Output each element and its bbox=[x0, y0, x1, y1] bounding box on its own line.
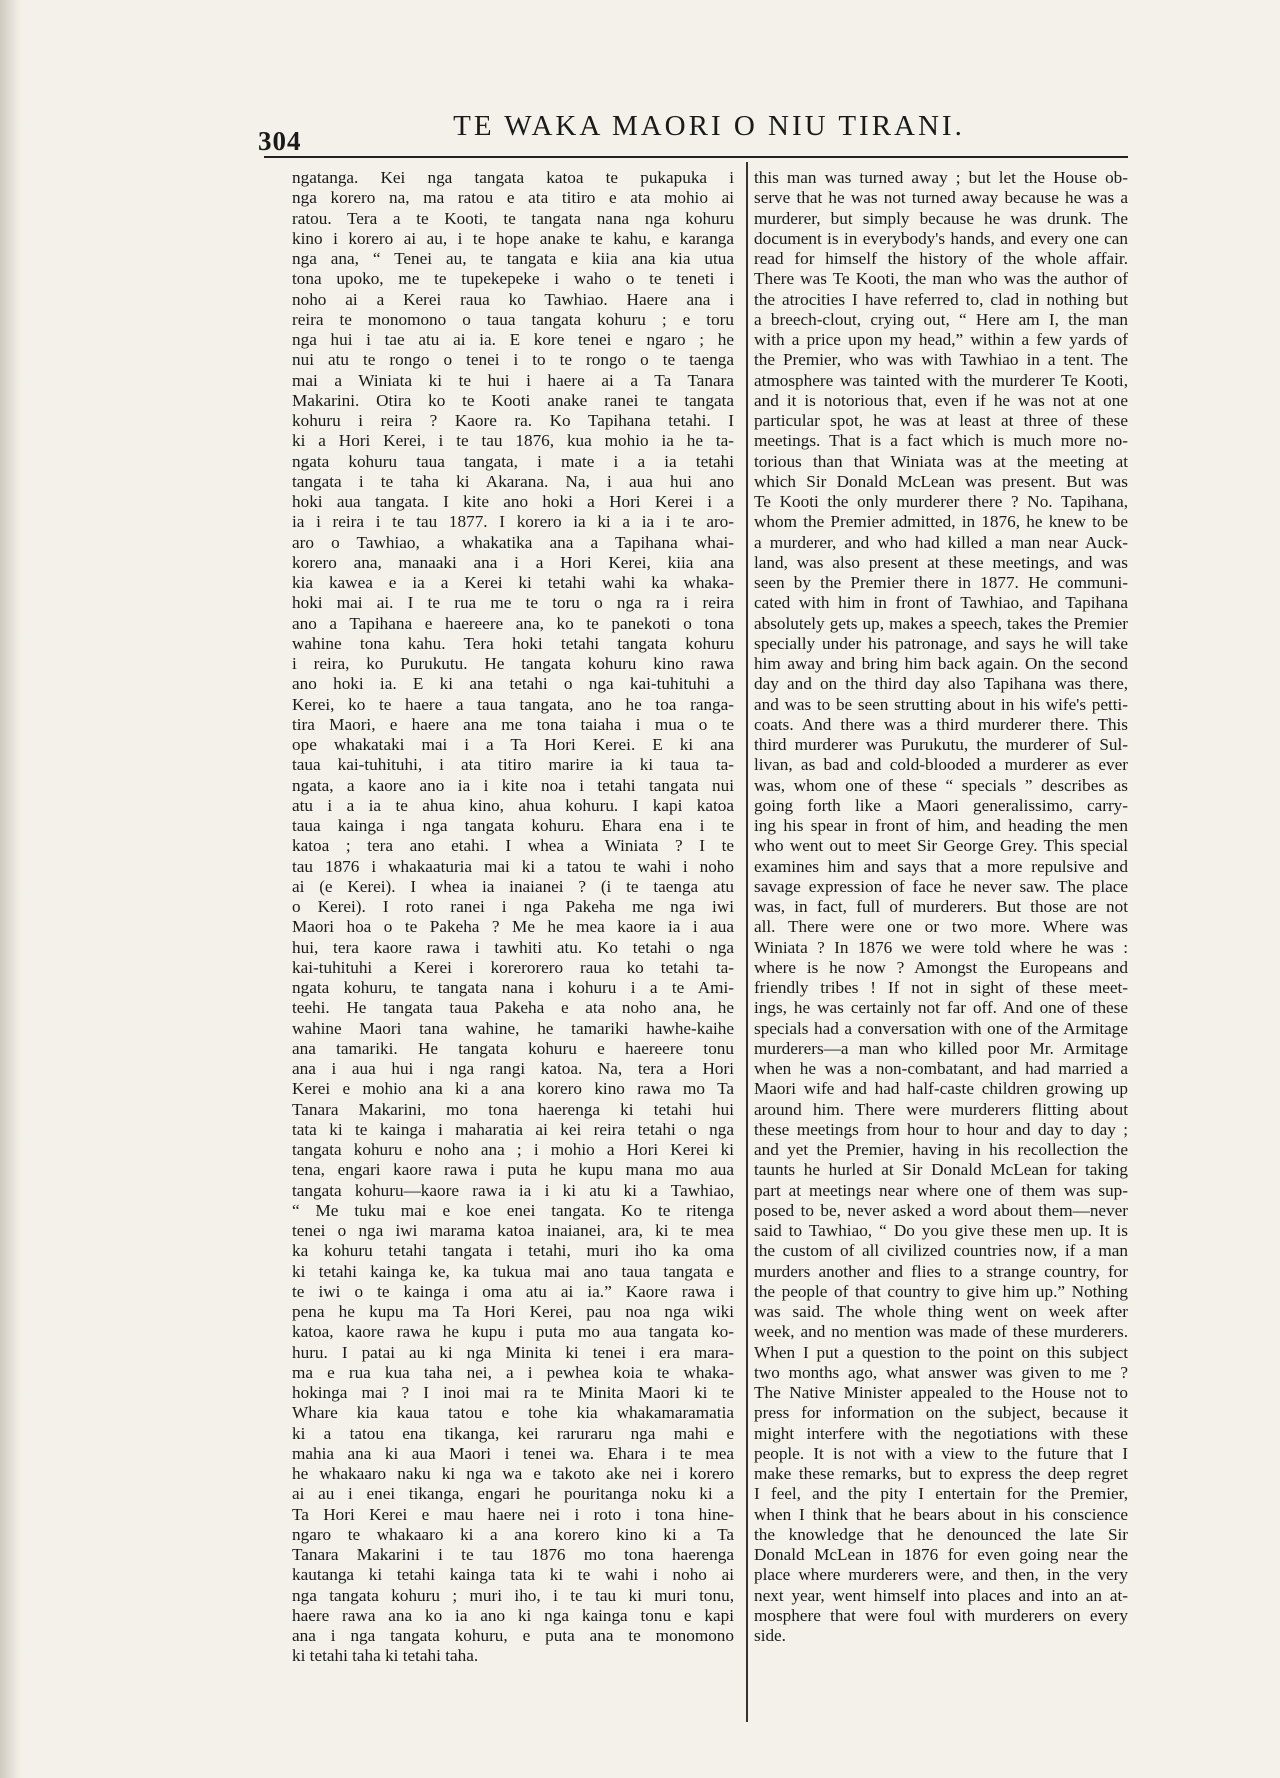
text-line: kautanga ki tetahi kainga tata ki te wahi i noho ai bbox=[292, 1565, 734, 1585]
text-line: ngatanga. Kei nga tangata katoa te pukapuka i bbox=[292, 168, 734, 187]
text-line: the Premier, who was with Tawhiao in a tent. The bbox=[754, 350, 1128, 370]
text-line: mahia ana ki aua Maori i tenei wa. Ehara i te mea bbox=[292, 1443, 734, 1463]
text-line: this man was turned away ; but let the House ob- bbox=[754, 168, 1128, 187]
text-line: nga hui i tae atu ai ia. E kore tenei e ngaro ; he bbox=[292, 330, 734, 349]
text-line: tau 1876 i whakaaturia mai ki a tatou te wahi i noho bbox=[292, 856, 734, 876]
text-line: ana tamariki. He tangata kohuru e haereere tonu bbox=[292, 1038, 734, 1058]
text-line: with a price upon my head,” within a few yards of bbox=[754, 330, 1128, 349]
text-line: Tanara Makarini, mo tona haerenga ki tetahi hui bbox=[292, 1099, 734, 1119]
text-line: press for information on the subject, because it bbox=[754, 1403, 1128, 1423]
text-line: seen by the Premier there in 1877. He communi- bbox=[754, 573, 1128, 592]
text-line: tangata kohuru e noho ana ; i mohio a Hori Kerei ki bbox=[292, 1140, 734, 1159]
text-line: There was Te Kooti, the man who was the author of bbox=[754, 269, 1128, 289]
text-line: noho ai a Kerei raua ko Tawhiao. Haere ana i bbox=[292, 289, 734, 309]
text-line: when he was a non-combatant, and had married a bbox=[754, 1059, 1128, 1078]
text-line: tata ki te kainga i maharatia ai kei reira tetahi o nga bbox=[292, 1119, 734, 1139]
text-line: katoa, kaore rawa he kupu i puta mo aua tangata ko- bbox=[292, 1322, 734, 1342]
text-line: he whakaaro naku ki nga wa e takoto ake nei i korero bbox=[292, 1464, 734, 1483]
text-line: part at meetings near where one of them was sup- bbox=[754, 1180, 1128, 1200]
text-line: o Kerei). I roto ranei i nga Pakeha me nga iwi bbox=[292, 897, 734, 916]
text-line: Tanara Makarini i te tau 1876 mo tona haerenga bbox=[292, 1545, 734, 1564]
text-line: whom the Premier admitted, in 1876, he knew to be bbox=[754, 512, 1128, 532]
text-line: land, was also present at these meetings, and was bbox=[754, 552, 1128, 572]
text-line: Kerei, ko te haere a taua tangata, ano he toa ranga- bbox=[292, 694, 734, 714]
text-line: these meetings from hour to hour and day to day ; bbox=[754, 1119, 1128, 1139]
text-line: katoa ; tera ano etahi. I whea a Winiata ? I te bbox=[292, 836, 734, 856]
text-line: nga korero na, ma ratou e ata titiro e ata mohio ai bbox=[292, 188, 734, 208]
text-line: kai-tuhituhi a Kerei i korerorero raua ko tetahi ta- bbox=[292, 957, 734, 977]
text-line: Maori hoa o te Pakeha ? Me he mea kaore ia i aua bbox=[292, 917, 734, 937]
text-line: torious than that Winiata was at the meeting at bbox=[754, 451, 1128, 471]
text-line: ngata, a kaore ano ia i kite noa i tetahi tangata nui bbox=[292, 775, 734, 795]
text-line: might interfere with the negotiations with these bbox=[754, 1423, 1128, 1443]
text-line: tenei o nga iwi marama katoa inaianei, ara, ki te mea bbox=[292, 1221, 734, 1240]
text-line: ing his spear in front of him, and heading the men bbox=[754, 816, 1128, 835]
text-line: specially under his patronage, and says he will take bbox=[754, 633, 1128, 653]
header-rule bbox=[264, 156, 1128, 158]
text-line: ope whakataki mai i a Ta Hori Kerei. E ki ana bbox=[292, 735, 734, 754]
text-line: specials had a conversation with one of the Armitage bbox=[754, 1018, 1128, 1038]
text-line: wahine tona kahu. Tera hoki tetahi tangata kohuru bbox=[292, 633, 734, 653]
column-divider bbox=[746, 162, 748, 1722]
text-line: hokinga mai ? I inoi mai ra te Minita Maori ki te bbox=[292, 1383, 734, 1402]
text-line: meetings. That is a fact which is much more no- bbox=[754, 431, 1128, 451]
text-line: a murderer, and who had killed a man near Auck- bbox=[754, 532, 1128, 552]
text-line: ki tetahi taha ki tetahi taha. bbox=[292, 1646, 479, 1666]
text-line: nga tangata kohuru ; muri iho, i te tau ki muri tonu, bbox=[292, 1585, 734, 1605]
text-line: Whare kia kaua tatou e tohe kia whakamaramatia bbox=[292, 1403, 734, 1423]
text-line: ki tetahi kainga ke, ka tukua mai ano taua tangata e bbox=[292, 1261, 734, 1281]
text-line: ngaro te whakaaro ki a ana korero kino ki a Ta bbox=[292, 1524, 734, 1544]
text-line: Te Kooti the only murderer there ? No. Tapihana, bbox=[754, 492, 1128, 511]
text-line: particular spot, he was at least at three of these bbox=[754, 411, 1128, 430]
text-line: around him. There were murderers flitting about bbox=[754, 1099, 1128, 1119]
text-line: mai a Winiata ki te hui i haere ai a Ta Tanara bbox=[292, 370, 734, 390]
text-line: Ta Hori Kerei e mau haere nei i roto i tona hine- bbox=[292, 1504, 734, 1524]
text-line: hoki aua tangata. I kite ano hoki a Hori Kerei i a bbox=[292, 492, 734, 511]
text-line: going forth like a Maori generalissimo, carry- bbox=[754, 795, 1128, 815]
text-line: which Sir Donald McLean was present. But was bbox=[754, 471, 1128, 491]
text-line: make these remarks, but to express the deep regret bbox=[754, 1464, 1128, 1483]
text-line: huru. I patai au ki nga Minita ki tenei i era mara- bbox=[292, 1342, 734, 1362]
text-line: examines him and says that a more repulsive and bbox=[754, 856, 1128, 876]
text-line: ano hoki ia. E ki ana tetahi o nga kai-tuhituhi a bbox=[292, 674, 734, 694]
text-line: The Native Minister appealed to the House not to bbox=[754, 1383, 1128, 1402]
text-line: mosphere that were foul with murderers on every bbox=[754, 1605, 1128, 1625]
text-line: ai (e Kerei). I whea ia inaianei ? (i te taenga atu bbox=[292, 876, 734, 896]
text-line: atmosphere was tainted with the murderer Te Kooti, bbox=[754, 370, 1128, 390]
text-line: ano a Tapihana e haereere ana, ko te panekoti o tona bbox=[292, 613, 734, 633]
text-line: tangata i te taha ki Akarana. Na, i aua hui ano bbox=[292, 471, 734, 491]
text-line: ka kohuru tetahi tangata i tetahi, muri iho ka oma bbox=[292, 1241, 734, 1261]
text-line: read for himself the history of the whole affair. bbox=[754, 249, 1128, 268]
text-line: Winiata ? In 1876 we were told where he was : bbox=[754, 937, 1128, 957]
text-line: taua kai-tuhituhi, i ata titiro marire ia ki taua ta- bbox=[292, 755, 734, 775]
text-line: kino i korero ai au, i te hope anake te kahu, e karanga bbox=[292, 228, 734, 248]
text-line: aro o Tawhiao, a whakatika ana a Tapihana whai- bbox=[292, 532, 734, 552]
text-line: when I think that he bears about in his conscience bbox=[754, 1504, 1128, 1524]
text-line: him away and bring him back again. On the second bbox=[754, 654, 1128, 673]
text-line: coats. And there was a third murderer there. This bbox=[754, 714, 1128, 734]
text-line: atu i a ia te ahua kino, ahua kohuru. I kapi katoa bbox=[292, 795, 734, 815]
text-line: haere rawa ana ko ia ano ki nga kainga tonu e kapi bbox=[292, 1605, 734, 1625]
text-line: and it is notorious that, even if he was not at one bbox=[754, 390, 1128, 410]
text-line: taunts he hurled at Sir Donald McLean for taking bbox=[754, 1160, 1128, 1180]
text-line: murderers—a man who killed poor Mr. Armitage bbox=[754, 1038, 1128, 1058]
text-line: When I put a question to the point on this subject bbox=[754, 1342, 1128, 1362]
text-line: taua kainga i nga tangata kohuru. Ehara ena i te bbox=[292, 816, 734, 835]
text-line: side. bbox=[754, 1626, 786, 1645]
text-line: ings, he was certainly not far off. And one of these bbox=[754, 998, 1128, 1018]
text-line: was, whom one of these “ specials ” describes as bbox=[754, 775, 1128, 795]
text-line: was, in fact, full of murderers. But those are not bbox=[754, 897, 1128, 916]
text-line: ma e rua kua taha nei, a i pewhea koia te whaka- bbox=[292, 1362, 734, 1382]
text-line: who went out to meet Sir George Grey. This special bbox=[754, 836, 1128, 856]
text-line: ki a Hori Kerei, i te tau 1876, kua mohio ia he ta- bbox=[292, 431, 734, 451]
text-line: next year, went himself into places and into an at- bbox=[754, 1585, 1128, 1605]
text-line: i reira, ko Purukutu. He tangata kohuru kino rawa bbox=[292, 654, 734, 673]
text-line: I feel, and the pity I entertain for the Premier, bbox=[754, 1484, 1128, 1504]
text-line: ngata kohuru, te tangata nana i kohuru i a te Ami- bbox=[292, 978, 734, 997]
text-line: livan, as bad and cold-blooded a murderer as ever bbox=[754, 755, 1128, 775]
text-line: the atrocities I have referred to, clad in nothing but bbox=[754, 289, 1128, 309]
text-line: Kerei e mohio ana ki a ana korero kino rawa mo Ta bbox=[292, 1079, 734, 1099]
text-line: ai au i enei tikanga, engari he pouritanga noku ki a bbox=[292, 1484, 734, 1504]
text-line: tona upoko, me te tupekepeke i waho o te teneti i bbox=[292, 269, 734, 289]
page-number: 304 bbox=[258, 126, 302, 156]
text-line: Donald McLean in 1876 for even going near the bbox=[754, 1545, 1128, 1564]
text-line: and was to be seen strutting about in his wife's petti- bbox=[754, 694, 1128, 714]
text-line: absolutely gets up, makes a speech, takes the Premier bbox=[754, 613, 1128, 633]
text-line: and yet the Premier, having in his recollection the bbox=[754, 1140, 1128, 1159]
text-line: ia i reira i te tau 1877. I korero ia ki a ia i te aro- bbox=[292, 512, 734, 532]
text-line: teehi. He tangata taua Pakeha e ata noho ana, he bbox=[292, 998, 734, 1018]
text-line: third murderer was Purukutu, the murderer of Sul- bbox=[754, 735, 1128, 754]
right-column-english-text bbox=[754, 168, 1128, 1646]
text-line: cated with him in front of Tawhiao, and Tapihana bbox=[754, 593, 1128, 613]
text-line: hui, tera kaore rawa i tawhiti atu. Ko tetahi o nga bbox=[292, 937, 734, 957]
text-line: ratou. Tera a te Kooti, te tangata nana nga kohuru bbox=[292, 208, 734, 228]
left-column-maori-text bbox=[292, 168, 734, 1667]
text-line: murderer, but simply because he was drunk. The bbox=[754, 208, 1128, 228]
text-line: kohuru i reira ? Kaore ra. Ko Tapihana tetahi. I bbox=[292, 411, 734, 430]
text-line: the knowledge that he denounced the late Sir bbox=[754, 1524, 1128, 1544]
text-line: posed to be, never asked a word about them—never bbox=[754, 1200, 1128, 1220]
text-line: te iwi o te kainga i oma atu ai ia.” Kaore rawa i bbox=[292, 1281, 734, 1301]
text-line: the people of that country to give him up.” Nothing bbox=[754, 1281, 1128, 1301]
text-line: the custom of all civilized countries now, if a man bbox=[754, 1241, 1128, 1261]
text-line: ana i nga tangata kohuru, e puta ana te monomono bbox=[292, 1626, 734, 1645]
text-line: place where murderers were, and then, in the very bbox=[754, 1565, 1128, 1585]
text-line: document is in everybody's hands, and every one can bbox=[754, 228, 1128, 248]
text-line: pena he kupu ma Ta Hori Kerei, pau noa nga wiki bbox=[292, 1302, 734, 1321]
text-line: tira Maori, e haere ana me tona taiaha i mua o te bbox=[292, 714, 734, 734]
text-line: where is he now ? Amongst the Europeans and bbox=[754, 957, 1128, 977]
text-line: ngata kohuru taua tangata, i mate i a ia tetahi bbox=[292, 451, 734, 471]
text-line: tena, engari kaore rawa i puta he kupu mana mo aua bbox=[292, 1160, 734, 1180]
text-line: nui atu te rongo o tenei i to te rongo o te taenga bbox=[292, 350, 734, 370]
text-line: tangata kohuru—kaore rawa ia i ki atu ki a Tawhiao, bbox=[292, 1180, 734, 1200]
text-line: reira te monomono o taua tangata kohuru ; e toru bbox=[292, 309, 734, 329]
text-line: ki a tatou ena tikanga, kei raruraru nga mahi e bbox=[292, 1423, 734, 1443]
text-line: Makarini. Otira ko te Kooti anake ranei te tangata bbox=[292, 390, 734, 410]
text-line: all. There were one or two more. Where was bbox=[754, 917, 1128, 937]
text-line: week, and no mention was made of these murderers. bbox=[754, 1322, 1128, 1342]
text-line: serve that he was not turned away because he was a bbox=[754, 188, 1128, 208]
text-line: kia kawea e ia a Kerei ki tetahi wahi ka whaka- bbox=[292, 573, 734, 592]
text-line: hoki mai ai. I te rua me te toru o nga ra i reira bbox=[292, 593, 734, 613]
text-line: was said. The whole thing went on week after bbox=[754, 1302, 1128, 1321]
text-line: “ Me tuku mai e koe enei tangata. Ko te ritenga bbox=[292, 1200, 734, 1220]
text-line: day and on the third day also Tapihana was there, bbox=[754, 674, 1128, 694]
binding-edge bbox=[0, 0, 22, 1778]
text-line: two months ago, what answer was given to me ? bbox=[754, 1362, 1128, 1382]
text-line: friendly tribes ! If not in sight of these meet- bbox=[754, 978, 1128, 997]
text-line: korero ana, manaaki ana i a Hori Kerei, kiia ana bbox=[292, 552, 734, 572]
text-line: murders another and flies to a strange country, for bbox=[754, 1261, 1128, 1281]
text-line: ana i aua hui i nga rangi katoa. Na, tera a Hori bbox=[292, 1059, 734, 1078]
text-line: nga ana, “ Tenei au, te tangata e kiia ana kia utua bbox=[292, 249, 734, 268]
text-line: Maori wife and had half-caste children growing up bbox=[754, 1079, 1128, 1099]
page-header bbox=[254, 106, 1124, 154]
text-line: wahine Maori tana wahine, he tamariki hawhe-kaihe bbox=[292, 1018, 734, 1038]
text-line: savage expression of face he never saw. The place bbox=[754, 876, 1128, 896]
masthead-title: TE WAKA MAORI O NIU TIRANI. bbox=[453, 110, 965, 142]
text-line: said to Tawhiao, “ Do you give these men up. It is bbox=[754, 1221, 1128, 1240]
text-line: people. It is not with a view to the future that I bbox=[754, 1443, 1128, 1463]
text-line: a breech-clout, crying out, “ Here am I, the man bbox=[754, 309, 1128, 329]
